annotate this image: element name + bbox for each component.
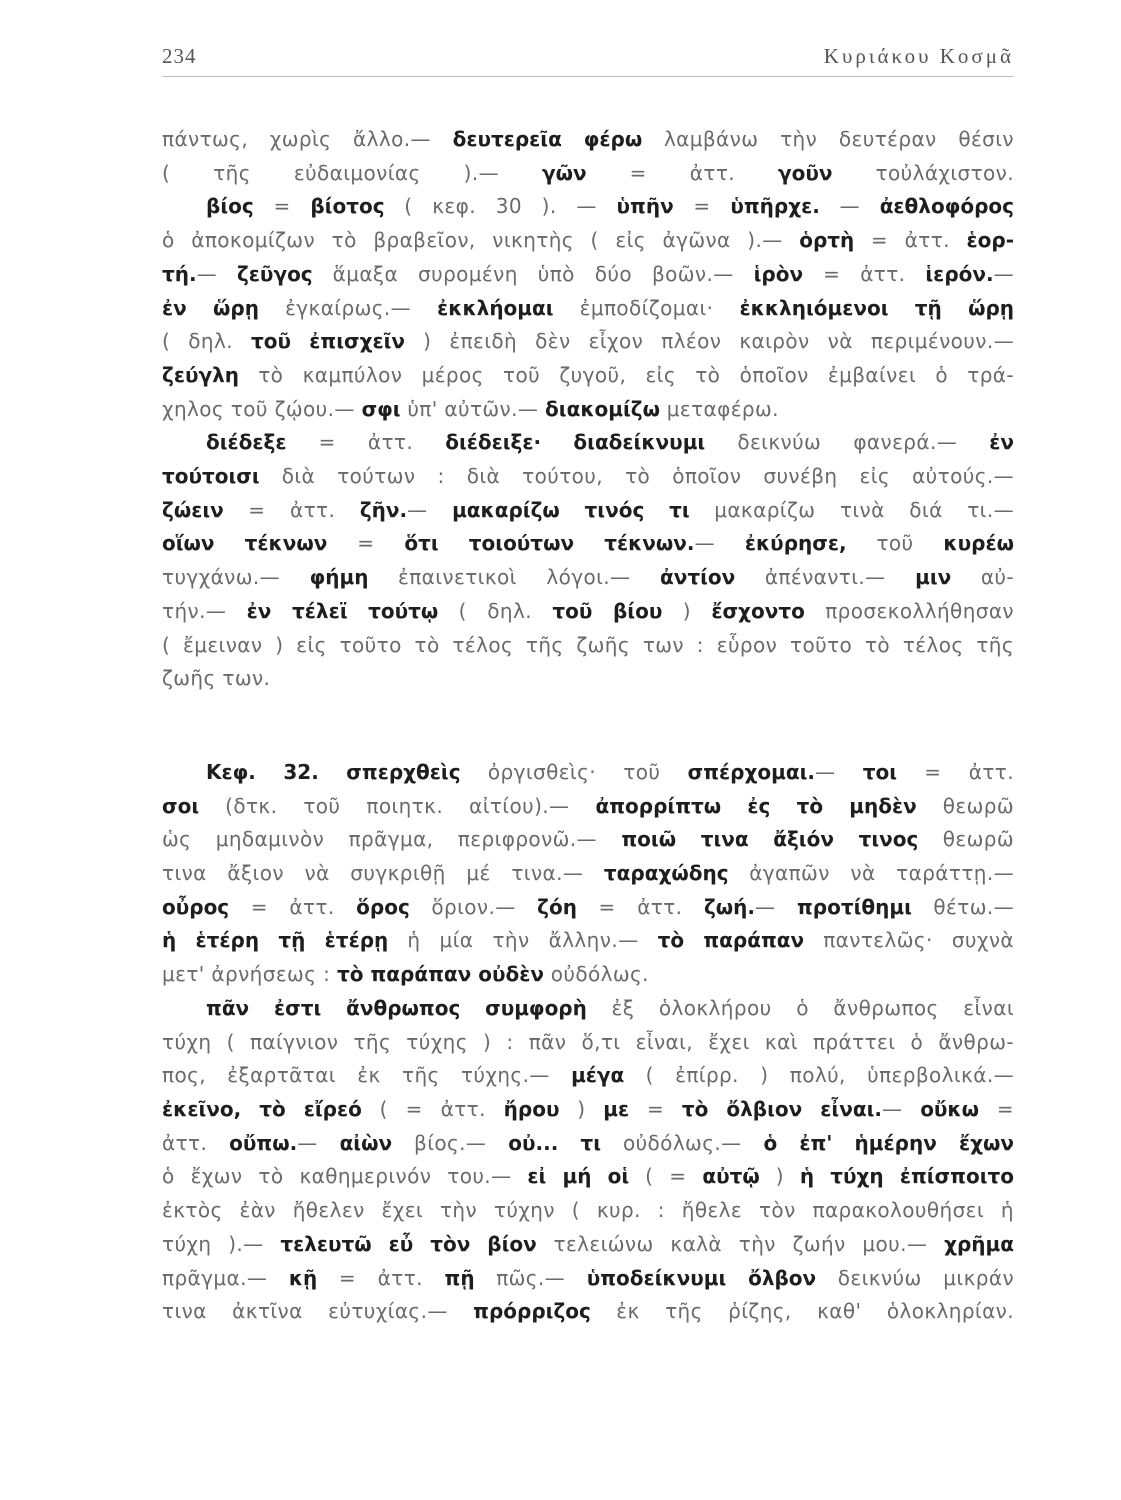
lemma-term: σφι <box>361 396 401 421</box>
gloss-text: — <box>755 894 797 919</box>
lemma-term: διακομίζω <box>545 396 660 421</box>
gloss-text: = <box>629 1096 682 1121</box>
lemma-term: βίοτος <box>310 194 385 219</box>
gloss-text: θεωρῶ <box>916 793 1014 818</box>
gloss-text: — <box>694 531 745 556</box>
lemma-term: ἐκεῖνο, τὸ εἴρεό <box>162 1096 362 1121</box>
lemma-term: μακαρίζω τινός τι <box>452 497 690 522</box>
gloss-text: μεταφέρω. <box>659 396 779 421</box>
lemma-term: μιν <box>915 565 952 590</box>
gloss-text: ἀπέναντι.— <box>735 565 916 590</box>
lemma-term: οἵων τέκνων <box>162 531 328 556</box>
gloss-text: δεικνύω μικράν <box>816 1265 1015 1290</box>
gloss-text: ἐκ τῆς ῥίζης, καθ' ὁλοκληρίαν. <box>590 1299 1015 1324</box>
lemma-term: ἱερόν. <box>925 261 994 286</box>
gloss-text: — <box>815 759 863 784</box>
text-line <box>162 823 1014 857</box>
gloss-text: ) ἐπειδὴ δὲν εἶχον πλέον καιρὸν νὰ περιμένουν.— <box>405 329 1014 354</box>
lemma-term: Κεφ. 32. σπερχθεὶς <box>206 759 461 784</box>
lemma-term: ζώειν <box>162 497 224 522</box>
text-line <box>162 123 1014 157</box>
gloss-text: ἀγαπῶν νὰ ταράττῃ.— <box>728 861 1014 886</box>
text-line <box>162 1093 1014 1127</box>
gloss-text: τυγχάνω.— <box>162 565 310 590</box>
text-line <box>162 190 1014 224</box>
gloss-text: ) <box>759 1164 800 1189</box>
lemma-term: μέγα <box>571 1063 625 1088</box>
gloss-text: ὁ ἀποκομίζων τὸ βραβεῖον, νικητὴς ( εἰς ἀγῶνα ).— <box>162 228 800 253</box>
gloss-text: = ἀττ. <box>286 430 446 455</box>
gloss-text: — <box>993 261 1014 286</box>
text-line <box>162 224 1014 258</box>
gloss-text: ὅριον.— <box>409 894 538 919</box>
gloss-text: χηλος τοῦ ζῴου.— <box>162 396 362 421</box>
text-line <box>162 527 1014 561</box>
lemma-term: βίος <box>206 194 254 219</box>
text-line <box>162 790 1014 824</box>
lemma-term: οὖρος <box>162 894 230 919</box>
lemma-term: ἐν τέλεϊ τούτῳ <box>246 598 439 623</box>
lemma-term: φήμη <box>309 565 369 590</box>
gloss-text: τὸ καμπύλον μέρος τοῦ ζυγοῦ, εἰς τὸ ὁποῖον ἐμβαίνει ὁ τρά- <box>238 362 1014 387</box>
gloss-text: ἅμαξα συρομένη ὑπὸ δύο βοῶν.— <box>312 261 754 286</box>
text-line <box>162 1127 1014 1161</box>
gloss-text: ( δηλ. <box>438 598 553 623</box>
page-number: 234 <box>162 44 197 68</box>
gloss-text: (δτκ. τοῦ ποιητκ. αἰτίου).— <box>199 793 596 818</box>
lemma-term: διέδειξε· διαδείκνυμι <box>445 430 706 455</box>
gloss-text: τοὐλάχιστον. <box>832 160 1015 185</box>
text-line <box>162 359 1014 393</box>
gloss-text: πάντως, χωρὶς ἄλλο.— <box>162 127 453 151</box>
gloss-text: — <box>881 1096 921 1121</box>
gloss-text: μακαρίζω τινὰ διά τι.— <box>689 497 1014 522</box>
gloss-text: = ἀττ. <box>229 894 357 919</box>
text-line <box>162 1194 1014 1228</box>
gloss-text: = ἀττ. <box>854 228 967 253</box>
gloss-text: = ἀττ. <box>317 1265 445 1290</box>
lemma-term: ἐκκλήομαι <box>437 295 554 320</box>
gloss-text: ( ἔμειναν ) εἰς τοῦτο τὸ τέλος τῆς ζωῆς των : εὗρον τοῦτο τὸ τέλος τῆς <box>162 632 1014 657</box>
gloss-text: ( = <box>629 1164 703 1189</box>
text-line <box>162 426 1014 460</box>
lemma-term: ἡ ἑτέρη τῇ ἑτέρῃ <box>162 928 389 953</box>
lemma-term: ζόη <box>537 894 577 919</box>
lemma-term: οὔκω <box>920 1096 980 1121</box>
lemma-term: τοῦ βίου <box>552 598 663 623</box>
text-line <box>162 561 1014 595</box>
commentary-block-2 <box>162 756 1014 992</box>
lemma-term: σοι <box>162 793 200 818</box>
lemma-term: ἱρὸν <box>753 261 804 286</box>
gloss-text: = ἀττ. <box>223 497 360 522</box>
book-page <box>162 36 1014 1329</box>
gloss-text: — <box>297 1130 340 1155</box>
lemma-term: ἐν <box>989 430 1014 455</box>
gloss-text: τελειώνω καλὰ τὴν ζωήν μου.— <box>536 1231 945 1256</box>
lemma-term: τὸ παράπαν οὐδὲν <box>336 962 544 987</box>
text-line <box>162 1160 1014 1194</box>
lemma-term: τὸ παράπαν <box>657 928 805 953</box>
text-line <box>162 595 1014 629</box>
gloss-text: βίος.— <box>392 1130 509 1155</box>
lemma-term: ἔσχοντο <box>711 598 805 623</box>
text-line <box>162 992 1014 1026</box>
gloss-text: ( δηλ. <box>162 329 252 354</box>
lemma-term: ἤρου <box>503 1096 560 1121</box>
lemma-term: ἐκκληιόμενοι τῇ ὥρῃ <box>739 295 1015 320</box>
gloss-text: ὑπ' αὐτῶν.— <box>400 396 546 421</box>
lemma-term: αἰὼν <box>339 1130 393 1155</box>
text-line <box>162 662 1014 696</box>
commentary-block-3 <box>162 992 1014 1329</box>
lemma-term: αὐτῷ <box>702 1164 760 1189</box>
gloss-text: — <box>407 497 453 522</box>
gloss-text: τύχη ).— <box>162 1231 281 1256</box>
lemma-term: γῶν <box>542 160 587 185</box>
gloss-text: ἐγκαίρως.— <box>259 295 438 320</box>
text-line <box>162 1262 1014 1296</box>
gloss-text: ) <box>662 598 712 623</box>
lemma-term: διέδεξε <box>206 430 287 455</box>
gloss-text: τήν.— <box>162 598 247 623</box>
gloss-text: ἐμποδίζομαι· <box>553 295 740 320</box>
gloss-text: διὰ τούτων : διὰ τούτου, τὸ ὁποῖον συνέβη εἰς αὐτούς.— <box>259 464 1014 489</box>
lemma-term: ἡ τύχη ἐπίσποιτο <box>799 1164 1015 1189</box>
text-line <box>162 494 1014 528</box>
gloss-text: ( τῆς εὐδαιμονίας ).— <box>162 160 543 185</box>
lemma-term: κυρέω <box>943 531 1014 556</box>
gloss-text: πῶς.— <box>474 1265 587 1290</box>
gloss-text: ὀργισθεὶς· τοῦ <box>460 759 688 784</box>
lemma-term: ἀπορρίπτω ἐς τὸ μηδὲν <box>595 793 917 818</box>
gloss-text: ἀττ. <box>162 1130 230 1155</box>
lemma-term: σπέρχομαι. <box>687 759 815 784</box>
gloss-text: = <box>673 194 731 219</box>
gloss-text: παντελῶς· συχνὰ <box>804 928 1014 953</box>
text-line <box>162 460 1014 494</box>
lemma-term: ἐκύρησε, <box>744 531 847 556</box>
book-title: Κυριάκου Κοσμᾶ <box>823 44 1014 68</box>
gloss-text: = ἀττ. <box>576 894 704 919</box>
commentary-block-1 <box>162 123 1014 696</box>
text-line <box>162 325 1014 359</box>
gloss-text: ( κεφ. 30 ). — <box>384 194 617 219</box>
gloss-text: ( ἐπίρρ. ) πολύ, ὑπερβολικά.— <box>624 1063 1014 1088</box>
lemma-term: πρόρριζος <box>473 1299 591 1324</box>
text-line <box>162 1026 1014 1060</box>
lemma-term: ζεύγλη <box>162 362 239 387</box>
text-line <box>162 924 1014 958</box>
lemma-term: ἐν ὥρῃ <box>162 295 259 320</box>
lemma-term: γοῦν <box>778 160 833 185</box>
text-line <box>162 292 1014 326</box>
gloss-text: τύχη ( παίγνιον τῆς τύχης ) : πᾶν ὅ,τι εἶναι, ἔχει καὶ πράττει ὁ ἄνθρω- <box>162 1029 1014 1054</box>
gloss-text: μετ' ἀρνήσεως : <box>162 962 337 987</box>
text-line <box>162 1228 1014 1262</box>
text-line <box>162 1295 1014 1329</box>
gloss-text: ὁ ἔχων τὸ καθημερινόν του.— <box>162 1164 528 1189</box>
gloss-text: — <box>819 194 880 219</box>
gloss-text: θέτω.— <box>911 894 1015 919</box>
gloss-text: τινα ἄξιον νὰ συγκριθῇ μέ τινα.— <box>162 861 604 886</box>
lemma-term: ὑποδείκνυμι ὄλβον <box>586 1265 817 1290</box>
lemma-term: πῇ <box>444 1265 475 1290</box>
text-line <box>162 629 1014 663</box>
running-head <box>162 36 1014 77</box>
lemma-term: τὸ ὄλβιον εἶναι. <box>681 1096 882 1121</box>
lemma-term: ζῆν. <box>359 497 408 522</box>
lemma-term: τελευτῶ εὖ τὸν βίον <box>280 1231 537 1256</box>
gloss-text: προσεκολλήθησαν <box>804 598 1014 623</box>
lemma-term: δευτερεῖα φέρω <box>452 127 643 151</box>
lemma-term: οὐ... τι <box>508 1130 601 1155</box>
gloss-text: ἐκτὸς ἐὰν ἤθελεν ἔχει τὴν τύχην ( κυρ. : ἤθελε τὸν παρακολουθήσει ἡ <box>162 1198 1014 1223</box>
lemma-term: χρῆμα <box>944 1231 1014 1256</box>
text-line <box>162 157 1014 191</box>
text-line <box>162 857 1014 891</box>
gloss-text: ἐπαινετικοὶ λόγοι.— <box>368 565 660 590</box>
text-line <box>162 958 1014 992</box>
lemma-term: ἀεθλοφόρος <box>879 194 1014 219</box>
lemma-term: ὅρος <box>356 894 410 919</box>
lemma-term: ζωή. <box>703 894 756 919</box>
gloss-text: ὡς μηδαμινὸν πρᾶγμα, περιφρονῶ.— <box>162 827 622 852</box>
text-line <box>162 891 1014 925</box>
gloss-text: ) <box>559 1096 604 1121</box>
lemma-term: τοι <box>862 759 897 784</box>
gloss-text: ζωῆς των. <box>162 666 271 691</box>
lemma-term: ὁ ἐπ' ἡμέρην ἔχων <box>763 1130 1015 1155</box>
text-line <box>162 258 1014 292</box>
gloss-text: = ἀττ. <box>897 759 1014 784</box>
gloss-text: λαμβάνω τὴν δευτέραν θέσιν <box>642 127 1014 151</box>
lemma-term: ποιῶ τινα ἄξιόν τινος <box>621 827 919 852</box>
lemma-term: κῇ <box>288 1265 318 1290</box>
gloss-text: πος, ἐξαρτᾶται ἐκ τῆς τύχης.— <box>162 1063 572 1088</box>
lemma-term: εἰ μή οἱ <box>527 1164 630 1189</box>
gloss-text: = <box>979 1096 1014 1121</box>
lemma-term: ὅτι τοιούτων τέκνων. <box>404 531 695 556</box>
gloss-text: πρᾶγμα.— <box>162 1265 289 1290</box>
gloss-text: τινα ἀκτῖνα εὐτυχίας.— <box>162 1299 474 1324</box>
lemma-term: πᾶν ἐστι ἄνθρωπος συμφορὴ <box>206 995 587 1020</box>
lemma-term: οὔπω. <box>229 1130 298 1155</box>
gloss-text: δεικνύω φανερά.— <box>705 430 990 455</box>
text-line <box>162 393 1014 427</box>
gloss-text: = <box>327 531 405 556</box>
lemma-term: ταραχώδης <box>603 861 729 886</box>
lemma-term: ὁρτὴ <box>799 228 855 253</box>
text-line <box>162 756 1014 790</box>
gloss-text: = ἀττ. <box>803 261 926 286</box>
gloss-text: — <box>196 261 237 286</box>
lemma-term: προτίθημι <box>796 894 912 919</box>
lemma-term: ζεῦγος <box>236 261 313 286</box>
gloss-text: οὐδόλως. <box>543 962 649 987</box>
gloss-text: ( = ἀττ. <box>361 1096 504 1121</box>
lemma-term: ἀντίον <box>659 565 736 590</box>
gloss-text: οὐδόλως.— <box>601 1130 764 1155</box>
lemma-term: τούτοισι <box>162 464 260 489</box>
gloss-text: θεωρῶ <box>918 827 1014 852</box>
lemma-term: τή. <box>162 261 197 286</box>
lemma-term: ὑπῆρχε. <box>730 194 820 219</box>
gloss-text: αὐ- <box>951 565 1014 590</box>
gloss-text: = ἀττ. <box>586 160 779 185</box>
text-line <box>162 1059 1014 1093</box>
lemma-term: ὑπῆν <box>616 194 674 219</box>
gloss-text: ἡ μία τὴν ἄλλην.— <box>388 928 658 953</box>
gloss-text: ἐξ ὁλοκλήρου ὁ ἄνθρωπος εἶναι <box>586 995 1015 1020</box>
lemma-term: ἑορ- <box>966 228 1015 253</box>
gloss-text: = <box>253 194 311 219</box>
gloss-text: τοῦ <box>846 531 944 556</box>
lemma-term: τοῦ ἐπισχεῖν <box>251 329 406 354</box>
lemma-term: με <box>603 1096 630 1121</box>
